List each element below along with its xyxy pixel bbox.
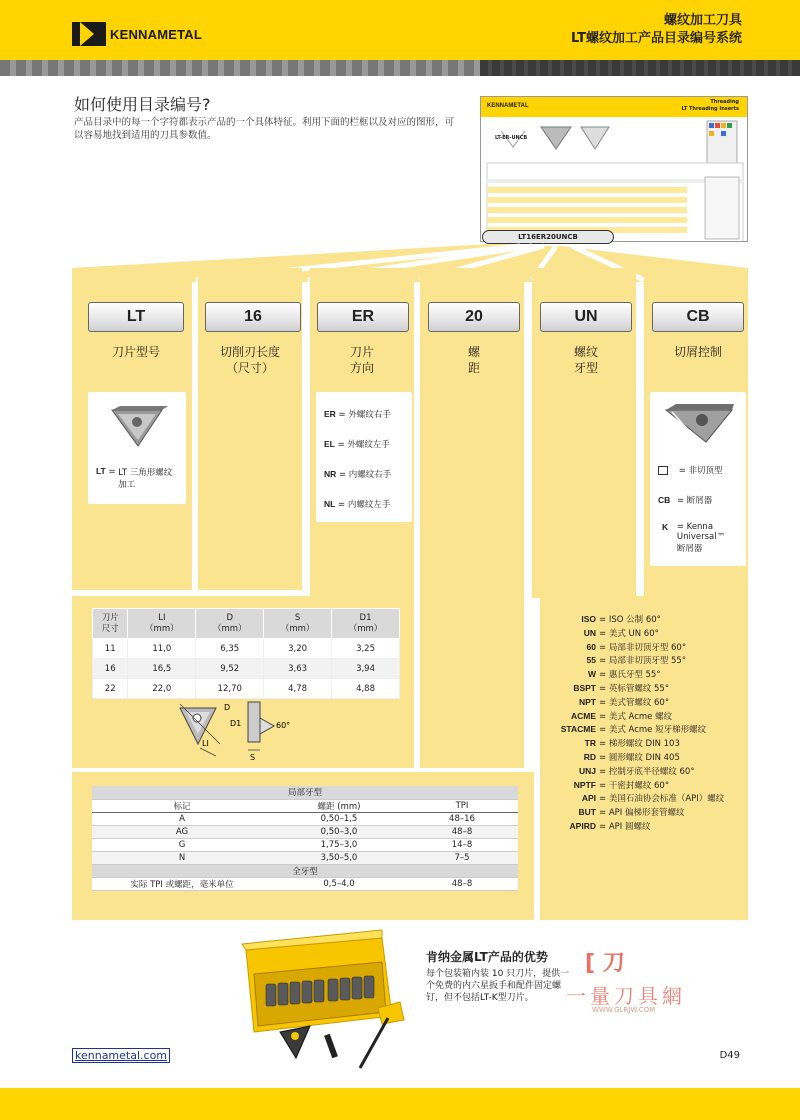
standard-def-row: APIRD = API 圆螺纹 <box>569 821 651 832</box>
standard-def-row: STACME = 美式 Acme 短牙梯形螺纹 <box>560 724 707 736</box>
standard-def-row: 60 = 局部非切顶牙型 60° <box>586 641 687 653</box>
header-title-line2: LT螺纹加工产品目录编号系统 <box>571 31 742 46</box>
code-box-er: ER <box>317 302 409 332</box>
code-box-lt: LT <box>88 302 184 332</box>
table-row: N 3,50–5,0 7–5 <box>92 851 518 864</box>
standard-def-row: UN = 美式 UN 60° <box>583 627 659 639</box>
brand-name: KENNAMETAL <box>110 26 203 42</box>
standard-def-row: NPTF = 干密封螺纹 60° <box>573 779 670 791</box>
standard-def-row: UNJ = 控制牙底半径螺纹 60° <box>578 765 695 777</box>
watermark-text: 一量刀具網 <box>566 984 686 1008</box>
table-row: 22 22,0 12,70 4,78 4,88 <box>93 679 400 699</box>
page-title: 如何使用目录编号? <box>74 95 211 114</box>
direction-def-el: EL = 外螺纹左手 <box>324 439 390 450</box>
direction-def-er: ER = 外螺纹右手 <box>324 409 391 420</box>
pitch-table <box>92 786 518 891</box>
blank-square-icon <box>658 466 668 475</box>
standard-def-row: NPT = 美式管螺纹 60° <box>579 696 670 708</box>
standard-def-row: 55 = 局部非切顶牙型 55° <box>586 655 687 667</box>
standard-def-row: BUT = API 偏梯形套管螺纹 <box>578 807 685 819</box>
caption-edge-length: 切削刃长度 （尺寸） <box>219 345 280 375</box>
table-row: 16 16,5 9,52 3,63 3,94 <box>93 659 400 679</box>
dim-label-li: LI <box>202 739 209 748</box>
table-row: AG 0,50–3,0 48–8 <box>92 825 518 838</box>
standard-def-row: BSPT = 英标管螺纹 55° <box>573 683 670 694</box>
table-row: 实际 TPI 或螺距，毫米单位 0,5–4,0 48–8 <box>92 877 518 890</box>
dim-label-d: D <box>224 703 231 712</box>
table-row: 11 11,0 6,35 3,20 3,25 <box>93 639 400 659</box>
direction-def-nr: NR = 内螺纹右手 <box>324 469 392 480</box>
standard-def-row: RD = 圆形螺纹 DIN 405 <box>583 752 680 763</box>
lt-insert-icon <box>108 404 168 450</box>
table-row: A 0,50–1,5 48–16 <box>92 812 518 825</box>
card-direction <box>316 392 412 522</box>
caption-insert-type: 刀片型号 <box>111 345 160 359</box>
thumbnail-section: LT-ER-UNCB <box>495 135 528 141</box>
insert-dimension-diagram <box>170 698 310 762</box>
watermark-logo: [ 刀 <box>585 951 625 976</box>
panel-20 <box>420 268 524 768</box>
caption-direction: 刀片 方向 <box>349 345 374 375</box>
watermark-url: WWW.GLRJW.COM <box>592 1006 656 1014</box>
direction-def-nl: NL = 内螺纹左手 <box>324 499 391 510</box>
caption-pitch: 螺 距 <box>467 345 480 375</box>
lt-def-key: LT <box>96 466 106 476</box>
dim-label-s: S <box>250 753 256 762</box>
cb-insert-icon <box>662 400 736 444</box>
dim-label-angle: 60° <box>276 721 291 730</box>
advantage-text: 每个包装箱内装 10 只刀片，提供一个免费的内六星扳手和配件固定螺钉，但不包括LT-K型刀片。 <box>426 969 570 1003</box>
thumbnail-title: Threading <box>710 99 739 105</box>
advantage-title: 肯纳金属LT产品的优势 <box>426 950 548 964</box>
code-box-20: 20 <box>428 302 520 332</box>
footer-website-link[interactable]: kennametal.com <box>72 1048 170 1063</box>
lt-def-value: LT 三角形螺纹 加工 <box>118 468 173 490</box>
insert-table-header: 刀片 尺寸 LI （mm） D （mm） S （mm） D1 （mm） <box>93 609 400 639</box>
standard-def-row: TR = 梯形螺纹 DIN 103 <box>584 738 680 750</box>
code-box-cb: CB <box>652 302 744 332</box>
code-box-16: 16 <box>205 302 301 332</box>
product-package-photo <box>232 928 410 1074</box>
card-chip-control <box>650 392 746 566</box>
chip-def-cb: CB = 断屑器 <box>658 495 713 506</box>
code-box-un: UN <box>540 302 632 332</box>
chip-def-k: K = Kenna Universal™ 断屑器 <box>662 522 726 554</box>
pitch-table-header: 标记 螺距 (mm) TPI <box>92 799 518 812</box>
catalog-number-callout: LT16ER20UNCB <box>482 230 614 244</box>
pitch-table-group-partial: 局部牙型 <box>92 786 518 799</box>
card-insert-type: LT = LT 三角形螺纹 加工 <box>88 392 186 504</box>
caption-chip-control: 切屑控制 <box>673 345 722 359</box>
dim-label-d1: D1 <box>230 719 242 728</box>
intro-text: 产品目录中的每一个字符都表示产品的一个具体特征。利用下面的栏框以及对应的图形，可以容易地找到适用的刀具参数值。 <box>74 117 455 141</box>
connector-lines <box>0 0 800 300</box>
standard-def-row: API = 美国石油协会标准（API）螺纹 <box>581 793 725 805</box>
footer-bar <box>0 1088 800 1120</box>
standard-def-row: ISO = ISO 公制 60° <box>581 614 661 625</box>
standard-def-row: ACME = 美式 Acme 螺纹 <box>570 710 673 722</box>
header-title-line1: 螺纹加工刀具 <box>663 13 742 28</box>
page-number: D49 <box>719 1050 740 1061</box>
table-row: G 1,75–3,0 14–8 <box>92 838 518 851</box>
standard-def-row: W = 惠氏牙型 55° <box>587 669 661 681</box>
thumbnail-subtitle: LT Threading Inserts <box>681 106 739 112</box>
chip-def-none: = 非切顶型 <box>658 464 723 476</box>
pitch-table-group-full: 全牙型 <box>92 864 518 877</box>
thumbnail-brand: KENNAMETAL <box>487 103 529 109</box>
insert-size-table <box>92 608 400 699</box>
caption-thread-form: 螺纹 牙型 <box>573 345 598 375</box>
